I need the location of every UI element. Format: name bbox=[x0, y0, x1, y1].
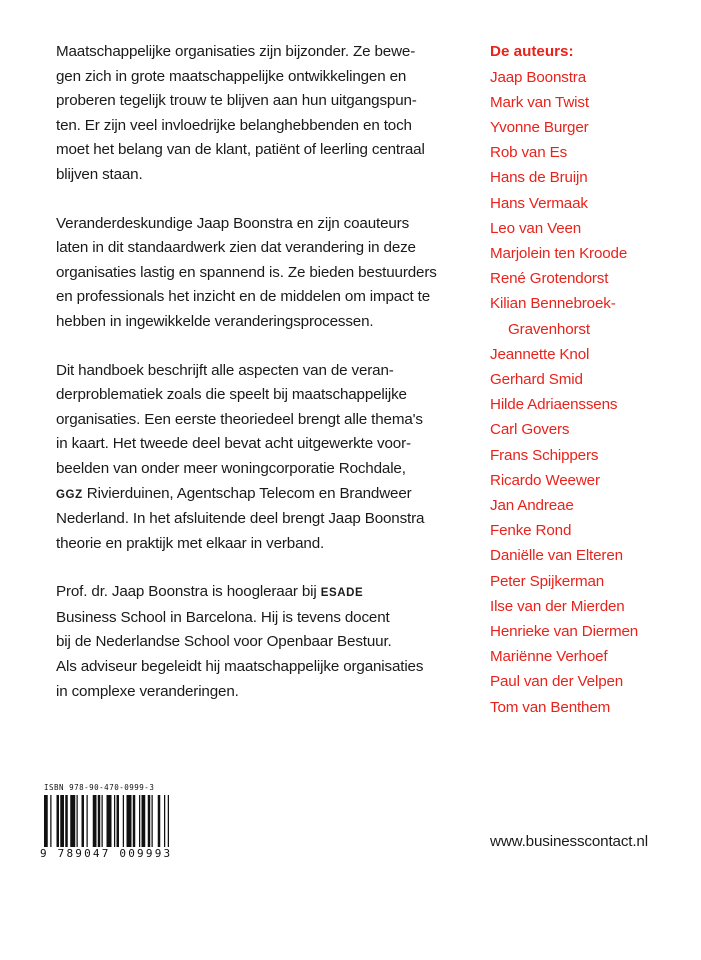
barcode-bar bbox=[77, 795, 78, 847]
text-line: ten. Er zijn veel invloedrijke belanghebbenden en toch bbox=[56, 116, 412, 134]
blurb-paragraph-intro bbox=[56, 40, 476, 188]
author-name: Henrieke van Diermen bbox=[490, 623, 639, 641]
author-name: Paul van der Velpen bbox=[490, 673, 624, 691]
barcode-bar bbox=[98, 795, 101, 847]
barcode-bar bbox=[44, 795, 48, 847]
author-name: Ilse van der Mierden bbox=[490, 597, 625, 615]
text-line bbox=[56, 482, 476, 508]
text-line: theorie en praktijk met elkaar in verband. bbox=[56, 534, 325, 552]
barcode-bar bbox=[114, 795, 115, 847]
author-name: Marjolein ten Kroode bbox=[490, 245, 628, 263]
author-name: Leo van Veen bbox=[490, 219, 582, 237]
author-name: Jaap Boonstra bbox=[490, 68, 586, 86]
barcode-bar bbox=[65, 795, 68, 847]
text-line: proberen tegelijk trouw te blijven aan hun uitgangspun- bbox=[56, 92, 417, 110]
text-line: in kaart. Het tweede deel bevat acht uitgewerkte voor- bbox=[56, 435, 411, 453]
blurb-paragraph-bio bbox=[56, 580, 476, 704]
text-line: en professionals het inzicht en de middelen om impact te bbox=[56, 288, 431, 306]
barcode-bar bbox=[107, 795, 112, 847]
text-line: beelden van onder meer woningcorporatie Rochdale, bbox=[56, 459, 406, 477]
author-name: Fenke Rond bbox=[490, 522, 572, 540]
author-name: Jan Andreae bbox=[490, 497, 574, 515]
author-name: Ricardo Weewer bbox=[490, 471, 600, 489]
text-line: Nederland. In het afsluitende deel brengt Jaap Boonstra bbox=[56, 510, 425, 528]
text-line: blijven staan. bbox=[56, 165, 143, 183]
blurb-paragraph-authors bbox=[56, 212, 476, 335]
text-line: laten in dit standaardwerk zien dat verandering in deze bbox=[56, 239, 416, 257]
barcode-bar bbox=[50, 795, 51, 847]
author-name: Rob van Es bbox=[490, 144, 568, 162]
author-name: Peter Spijkerman bbox=[490, 572, 605, 590]
author-name: Hans Vermaak bbox=[490, 194, 588, 212]
text-line: organisaties. Een eerste theoriedeel brengt alle thema's bbox=[56, 410, 423, 428]
text-line: organisaties lastig en spannend is. Ze bieden bestuurders bbox=[56, 263, 437, 281]
barcode-bar bbox=[152, 795, 153, 847]
isbn-barcode bbox=[40, 783, 202, 863]
barcode-bar bbox=[57, 795, 60, 847]
barcode-bar bbox=[164, 795, 165, 847]
author-name-part: Gravenhorst bbox=[508, 320, 590, 338]
barcode-bar bbox=[148, 795, 151, 847]
barcode-bar bbox=[127, 795, 132, 847]
text-line: Business School in Barcelona. Hij is tevens docent bbox=[56, 608, 390, 626]
publisher-website: www.businesscontact.nl bbox=[490, 833, 648, 850]
barcode-bar bbox=[87, 795, 88, 847]
text-line: Veranderdeskundige Jaap Boonstra en zijn coauteurs bbox=[56, 214, 410, 232]
author-name: Mariënne Verhoef bbox=[490, 648, 608, 666]
blurb bbox=[56, 40, 476, 728]
authors-column bbox=[490, 40, 690, 720]
author-name: Tom van Benthem bbox=[490, 698, 611, 716]
barcode-bar bbox=[70, 795, 75, 847]
barcode-bar bbox=[168, 795, 169, 847]
text-line: bij de Nederlandse School voor Openbaar Bestuur. bbox=[56, 633, 392, 651]
small-caps-esade: ESADE bbox=[320, 587, 364, 600]
author-name: Yvonne Burger bbox=[490, 119, 589, 136]
barcode-digits: 9 789047 009993 bbox=[40, 847, 173, 860]
blurb-paragraph-contents bbox=[56, 359, 476, 557]
text-line: moet het belang van de klant, patiënt of leerling centraal bbox=[56, 141, 425, 159]
author-name: Jeannette Knol bbox=[490, 345, 590, 363]
small-caps-ggz: GGZ bbox=[56, 488, 83, 501]
text-segment: Rivierduinen, Agentschap Telecom en Brandweer bbox=[82, 484, 412, 502]
author-name-continued bbox=[490, 317, 690, 342]
author-name: Mark van Twist bbox=[490, 93, 589, 111]
author-name: Kilian Bennebroek- bbox=[490, 295, 616, 313]
text-line bbox=[56, 580, 476, 606]
author-name: Frans Schippers bbox=[490, 446, 599, 464]
barcode-bar bbox=[133, 795, 136, 847]
barcode-bar bbox=[93, 795, 97, 847]
text-line: derproblematiek zoals die speelt bij maatschappelijke bbox=[56, 386, 407, 404]
isbn-label: ISBN 978-90-470-0999-3 bbox=[44, 783, 155, 792]
authors-heading: De auteurs: bbox=[490, 43, 574, 60]
barcode-bar bbox=[82, 795, 85, 847]
text-line: in complexe veranderingen. bbox=[56, 682, 239, 700]
barcode-bars bbox=[44, 795, 194, 847]
author-name: Hilde Adriaenssens bbox=[490, 396, 618, 414]
author-name: Carl Govers bbox=[490, 421, 570, 439]
text-segment: Prof. dr. Jaap Boonstra is hoogleraar bij bbox=[56, 583, 321, 601]
barcode-bar bbox=[142, 795, 146, 847]
barcode-bar bbox=[123, 795, 124, 847]
author-name: Gerhard Smid bbox=[490, 371, 583, 389]
text-line: Dit handboek beschrijft alle aspecten van de veran- bbox=[56, 361, 394, 379]
text-line: hebben in ingewikkelde veranderingsprocessen. bbox=[56, 312, 374, 330]
text-line: gen zich in grote maatschappelijke ontwikkelingen en bbox=[56, 67, 407, 85]
barcode-bar bbox=[102, 795, 103, 847]
barcode-bar bbox=[117, 795, 120, 847]
barcode-bar bbox=[139, 795, 140, 847]
text-line: Maatschappelijke organisaties zijn bijzonder. Ze bewe- bbox=[56, 43, 416, 60]
author-name: René Grotendorst bbox=[490, 270, 609, 288]
author-name: Daniëlle van Elteren bbox=[490, 547, 623, 565]
barcode-bar bbox=[158, 795, 161, 847]
text-line: Als adviseur begeleidt hij maatschappelijke organisaties bbox=[56, 658, 424, 676]
barcode-bar bbox=[60, 795, 64, 847]
author-name: Hans de Bruijn bbox=[490, 169, 588, 187]
